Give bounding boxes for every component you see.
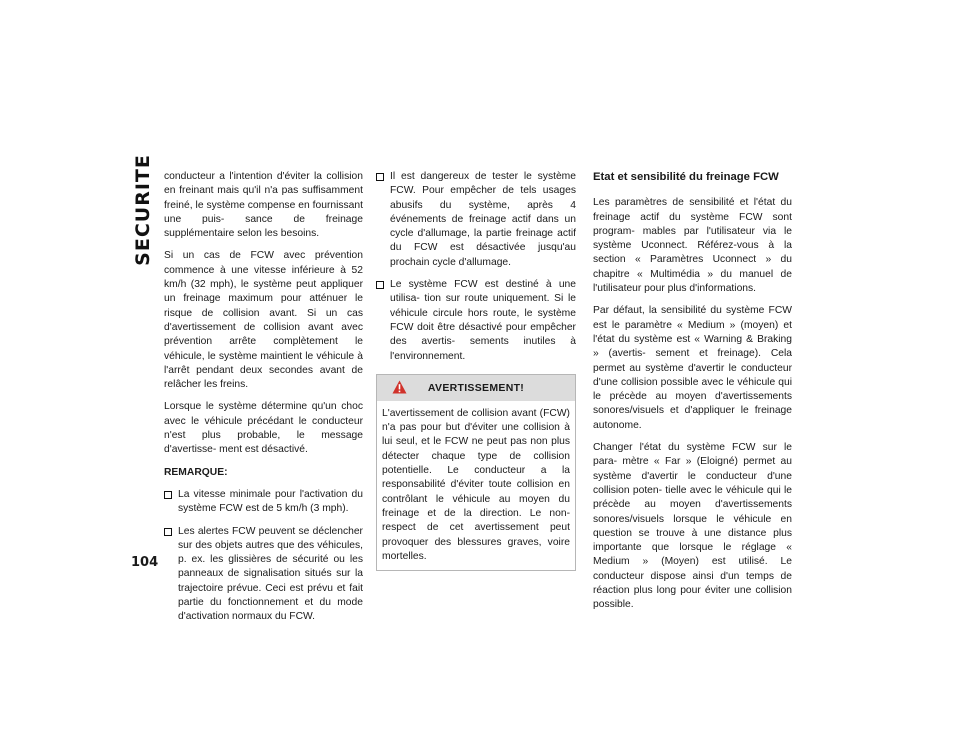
paragraph: Les paramètres de sensibilité et l'état du freinage actif du système FCW sont program- mables par l'utilisateur via le système Uconnect. Référez-vous à la section « Paramètres Uconnect » du chapitre « Multimédia » du manuel de l'utilisateur pour plus d'informations.	[593, 197, 792, 295]
checkbox-bullet-icon	[376, 281, 384, 289]
warning-header	[377, 375, 575, 401]
paragraph: Lorsque le système détermine qu'un choc avec le véhicule précédant le conducteur n'est plus probable, le message d'avertisse- ment est désactivé.	[164, 401, 363, 456]
checkbox-bullet-icon	[164, 528, 172, 536]
section-title-text: SECURITE	[132, 154, 154, 266]
paragraph: Changer l'état du système FCW sur le para- mètre « Far » (Eloigné) permet au système d'avertir le conducteur d'une collision poten- tielle avec le véhicule qui le précède au moyen d'avertissements sonores/visuels lorsque le véhicule en question se trouve à une distance plus importante que lorsque le réglage « Medium » (Moyen) est utilisé. Le conducteur dispose ainsi d'un temps de réaction plus long pour éviter une collision possible.	[593, 442, 792, 611]
warning-triangle-icon	[392, 380, 407, 394]
column-left	[164, 170, 363, 633]
bullet-item	[164, 525, 363, 625]
bullet-text: Les alertes FCW peuvent se déclencher sur des objets autres que des véhicules, p. ex. les glissières de sécurité ou les panneaux de signalisation situés sur la trajectoire prévue. Ceci est prévu et fait partie du fonctionnement et du mode d'activation normaux du FCW.	[178, 525, 363, 623]
paragraph: Par défaut, la sensibilité du système FCW est le paramètre « Medium » (moyen) et l'état du système est « Warning & Braking » (avertis- sement et freinage). Cela permet au système d'avertir le conducteur d'une collision possible avec le véhicule qui le précède au moyen d'avertissements sonores/visuels et d'appliquer le freinage autonome.	[593, 305, 792, 431]
bullet-item	[376, 170, 576, 270]
warning-box	[376, 374, 576, 571]
paragraph: Si un cas de FCW avec prévention commence à une vitesse inférieure à 52 km/h (32 mph), le système peut appliquer un freinage maximum pour atténuer le risque de collision avant. Si un cas d'avertissement de collision avant avec prévention arrête complètement le véhicule, le système maintient le véhicule à l'arrêt pendant deux secondes avant de relâcher les freins.	[164, 250, 363, 391]
bullet-text: Le système FCW est destiné à une utilisa- tion sur route uniquement. Si le véhicule circule hors route, le système FCW doit être désactivé pour empêcher des avertis- sements inutiles à l'environnement.	[390, 279, 576, 362]
section-heading: Etat et sensibilité du freinage FCW	[593, 171, 779, 183]
note-title: REMARQUE:	[164, 466, 228, 478]
checkbox-bullet-icon	[376, 173, 384, 181]
column-middle	[376, 170, 576, 571]
section-side-title	[131, 154, 155, 266]
warning-title: AVERTISSEMENT!	[427, 381, 525, 394]
checkbox-bullet-icon	[164, 491, 172, 499]
paragraph: conducteur a l'intention d'éviter la collision en freinant mais qu'il n'a pas suffisamment freiné, le système compense en fournissant une puis- sance de freinage supplémentaire selon les besoins.	[164, 171, 363, 240]
bullet-text: La vitesse minimale pour l'activation du système FCW est de 5 km/h (3 mph).	[178, 488, 363, 515]
bullet-item	[164, 488, 363, 517]
warning-text: L'avertissement de collision avant (FCW) n'a pas pour but d'éviter une collision à lui seul, et le FCW ne peut pas non plus détecter chaque type de collision potentielle. Le conducteur a la responsabilité d'éviter toute collision en contrôlant le véhicule au moyen du freinage et de la direction. Le non-respect de cet avertissement peut provoquer des blessures graves, voire mortelles.	[382, 407, 570, 562]
column-right	[593, 170, 792, 621]
bullet-text: Il est dangereux de tester le système FCW. Pour empêcher de tels usages abusifs du système, après 4 événements de freinage actif dans un cycle d'allumage, la partie freinage actif du FCW est désactivée jusqu'au prochain cycle d'allumage.	[390, 171, 576, 268]
page-number: 104	[131, 555, 159, 570]
bullet-item	[376, 278, 576, 364]
